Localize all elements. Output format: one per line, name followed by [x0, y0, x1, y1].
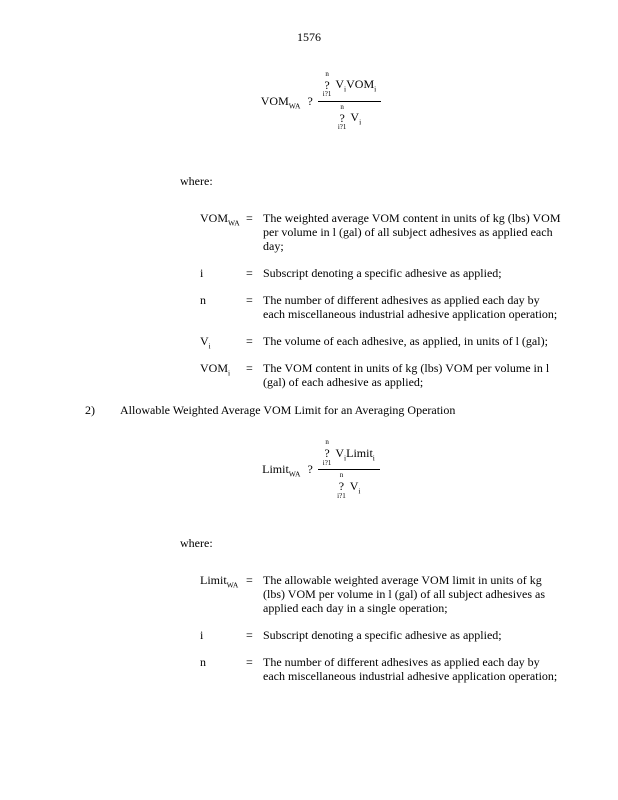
summation-upper-limit: n [340, 102, 344, 111]
definition-row [200, 628, 618, 642]
sigma-glyph: ? [324, 445, 330, 460]
summation-symbol [323, 439, 332, 467]
sigma-glyph: ? [338, 478, 345, 493]
equals-sign: = [246, 210, 253, 225]
definition-description: The volume of each adhesive, as applied, in units of l (gal); [263, 334, 548, 349]
equals-sign: = [246, 266, 253, 281]
definition-list-2 [200, 573, 618, 683]
formula1-num-term1: $V_i$ [335, 77, 347, 94]
definition-description: The weighted average VOM content in units of kg (lbs) VOM per volume in l (gal) of all subject adhesives as applied each day; [263, 210, 561, 253]
definition-description: The VOM content in units of kg (lbs) VOM per volume in l (gal) of each adhesive as applied; [263, 361, 550, 390]
definition-term: Limit$_{WA}$ [200, 573, 239, 590]
formula2-lhs: Limit$_{WA}$ [262, 462, 301, 479]
summation-upper-limit: n [325, 70, 329, 78]
formula1-numerator [318, 71, 381, 102]
formula2-num-term1: $V_i$ [335, 445, 347, 463]
formula2-numerator [318, 439, 380, 470]
summation-lower-limit: i?1 [337, 491, 346, 500]
equals-sign: = [246, 334, 253, 349]
formula2-denominator [337, 470, 360, 500]
list-item-2 [85, 403, 618, 417]
definition-row [200, 361, 618, 389]
summation-symbol [338, 104, 347, 132]
definition-list-1 [200, 211, 618, 389]
definition-term: n [200, 293, 206, 308]
equals-sign: = [246, 655, 253, 670]
definition-term: $V_i$ [200, 334, 211, 351]
definition-description: The allowable weighted average VOM limit in units of kg (lbs) VOM per volume in l (gal) of all subject adhesives as applied each day in a single operation; [263, 573, 546, 616]
definition-row [200, 573, 618, 615]
where-label: where: [180, 536, 213, 551]
definition-term: $VOM_{WA}$ [200, 210, 240, 228]
formula1-fraction [318, 71, 381, 132]
definition-row [200, 655, 618, 683]
formula1-den-term1: $V_i$ [350, 110, 362, 127]
formula2-den-term1: $V_i$ [349, 478, 361, 496]
equals-sign: = [246, 628, 253, 643]
equals-sign: = [246, 293, 253, 308]
page-number: 1576 [297, 30, 321, 44]
sigma-glyph: ? [339, 110, 345, 125]
equals-sign: = [246, 573, 253, 588]
definition-term: i [200, 628, 204, 643]
summation-lower-limit: i?1 [337, 123, 347, 132]
summation-upper-limit: n [339, 471, 344, 480]
list-item-number: 2) [85, 403, 95, 418]
definition-description: The number of different adhesives as applied each day by each miscellaneous industrial adhesive application operation; [263, 655, 558, 684]
formula2-relation: ? [307, 462, 313, 477]
formula1-num-term2: $VOM_i$ [346, 77, 377, 94]
definition-term: n [200, 655, 206, 670]
formula1-denominator [338, 102, 361, 132]
formula1-lhs: $VOM_{WA}$ [260, 93, 301, 111]
formula2-lhs-subscript: WA [288, 469, 301, 479]
summation-upper-limit: n [325, 438, 329, 447]
list-item-heading: Allowable Weighted Average VOM Limit for an Averaging Operation [120, 403, 456, 418]
formula-limit-weighted-average [12, 439, 618, 500]
formula1-lhs-subscript: WA [288, 101, 301, 111]
summation-symbol [337, 472, 346, 500]
definition-description: The number of different adhesives as applied each day by each miscellaneous industrial adhesive application operation; [263, 293, 558, 322]
formula2-fraction [318, 439, 380, 500]
definition-term: $VOM_i$ [200, 361, 231, 378]
where-label: where: [180, 173, 213, 188]
definition-row [200, 293, 618, 321]
summation-lower-limit: i?1 [322, 458, 332, 467]
definition-term: i [200, 266, 204, 281]
formula-vom-weighted-average [12, 71, 618, 132]
sigma-glyph: ? [324, 77, 330, 92]
definition-row [200, 211, 618, 253]
definition-row [200, 266, 618, 280]
summation-lower-limit: i?1 [322, 90, 332, 99]
formula2-num-term2: Limit$_i$ [346, 445, 375, 463]
definition-description: Subscript denoting a specific adhesive as applied; [263, 628, 502, 643]
formula1-relation: ? [307, 93, 313, 108]
summation-symbol [323, 71, 332, 99]
definition-row [200, 334, 618, 351]
equals-sign: = [246, 361, 253, 376]
definition-description: Subscript denoting a specific adhesive as applied; [263, 266, 502, 281]
